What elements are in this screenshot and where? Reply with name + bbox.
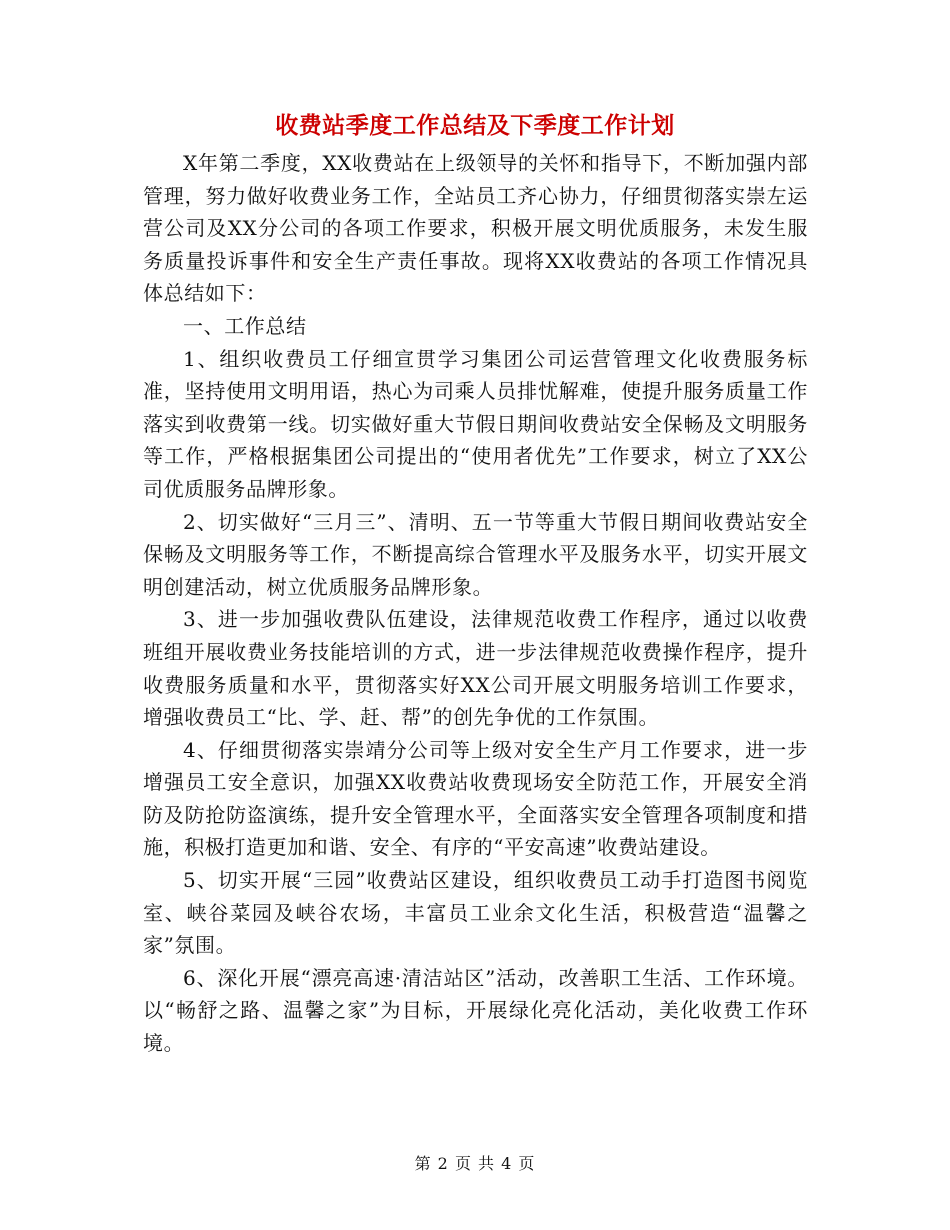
summary-item-4: 4、仔细贯彻落实崇靖分公司等上级对安全生产月工作要求，进一步增强员工安全意识，加强XX收费站收费现场安全防范工作，开展安全消防及防抢防盗演练，提升安全管理水平，全面落实安全管理各项制度和措施，积极打造更加和谐、安全、有序的“平安高速”收费站建设。 (143, 737, 808, 860)
summary-item-2: 2、切实做好“三月三”、清明、五一节等重大节假日期间收费站安全保畅及文明服务等工作，不断提高综合管理水平及服务水平，切实开展文明创建活动，树立优质服务品牌形象。 (143, 509, 808, 599)
summary-item-3: 3、进一步加强收费队伍建设，法律规范收费工作程序，通过以收费班组开展收费业务技能培训的方式，进一步法律规范收费操作程序，提升收费服务质量和水平，贯彻落实好XX公司开展文明服务培训工作要求，增强收费员工“比、学、赶、帮”的创先争优的工作氛围。 (143, 607, 808, 730)
document-title: 收费站季度工作总结及下季度工作计划 (275, 113, 675, 139)
summary-item-6: 6、深化开展“漂亮高速·清洁站区”活动，改善职工生活、工作环境。以“畅舒之路、温馨之家”为目标，开展绿化亮化活动，美化收费工作环境。 (143, 965, 808, 1056)
document-body (143, 147, 808, 1060)
intro-paragraph: X年第二季度，XX收费站在上级领导的关怀和指导下，不断加强内部管理，努力做好收费业务工作，全站员工齐心协力，仔细贯彻落实崇左运营公司及XX分公司的各项工作要求，积极开展文明优质服务，未发生服务质量投诉事件和安全生产责任事故。现将XX收费站的各项工作情况具体总结如下： (143, 151, 808, 306)
section-heading-work-summary: 一、工作总结 (183, 313, 307, 338)
summary-item-1: 1、组织收费员工仔细宣贯学习集团公司运营管理文化收费服务标准，坚持使用文明用语，热心为司乘人员排忧解难，使提升服务质量工作落实到收费第一线。切实做好重大节假日期间收费站安全保畅及文明服务等工作，严格根据集团公司提出的“使用者优先”工作要求，树立了XX公司优质服务品牌形象。 (143, 346, 808, 501)
page-number-footer: 第 2 页 共 4 页 (414, 1154, 536, 1173)
summary-item-5: 5、切实开展“三园”收费站区建设，组织收费员工动手打造图书阅览室、峡谷菜园及峡谷农场，丰富员工业余文化生活，积极营造“温馨之家”氛围。 (143, 868, 808, 958)
